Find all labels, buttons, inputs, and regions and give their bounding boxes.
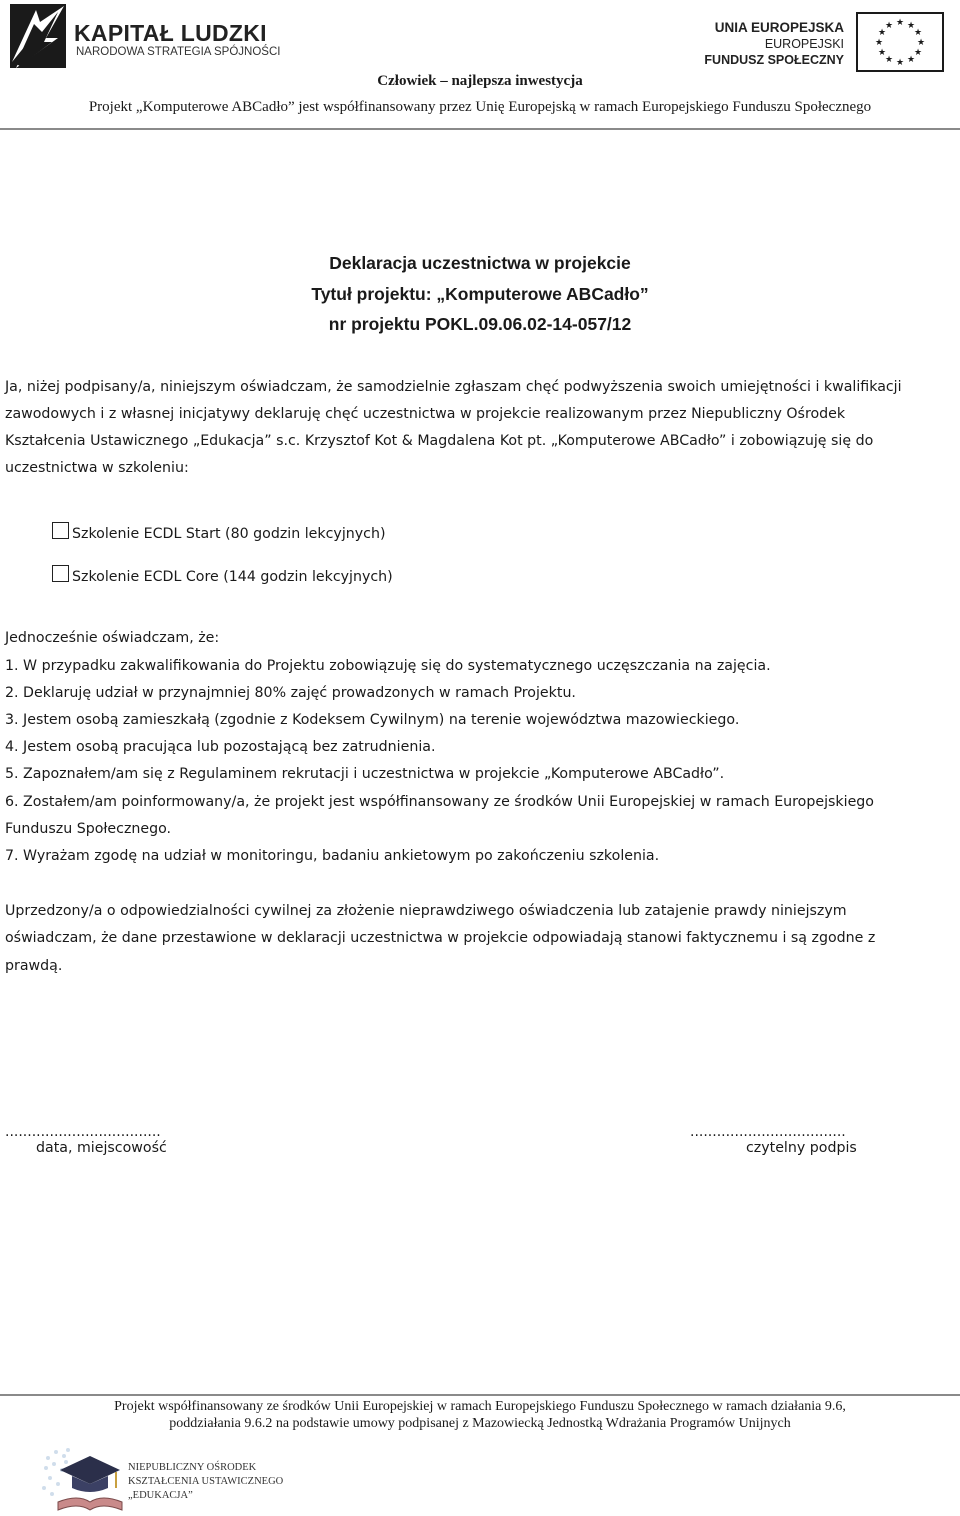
checkbox-icon[interactable] (52, 565, 69, 582)
option-label: Szkolenie ECDL Start (80 godzin lekcyjnych) (72, 526, 386, 542)
svg-text:★: ★ (877, 28, 887, 38)
signature-label: czytelny podpis (746, 1140, 857, 1156)
intro-line-2: zawodowych i z własnej inicjatywy deklaruję chęć uczestnictwa w projekcie realizowanym przez Niepubliczny Ośrodek (5, 406, 846, 422)
school-line-1: NIEPUBLICZNY OŚRODEK (128, 1462, 257, 1473)
option-ecdl-start[interactable] (52, 522, 385, 542)
date-place-label: data, miejscowość (36, 1140, 167, 1156)
graduation-cap-book-icon (38, 1444, 124, 1514)
svg-text:★: ★ (877, 48, 887, 58)
declaration-item: 6. Zostałem/am poinformowany/a, że projekt jest współfinansowany ze środków Unii Europejskiej w ramach Europejskiego (5, 794, 874, 810)
svg-text:★: ★ (916, 38, 926, 48)
footer-divider (0, 1394, 960, 1396)
checkbox-icon[interactable] (52, 522, 69, 539)
eu-flag-icon (856, 12, 944, 72)
declaration-item: 3. Jestem osobą zamieszkałą (zgodnie z Kodeksem Cywilnym) na terenie województwa mazowieckiego. (5, 712, 740, 728)
declaration-item: 1. W przypadku zakwalifikowania do Projektu zobowiązuję się do systematycznego uczęszczania na zajęcia. (5, 658, 771, 674)
declaration-item: 2. Deklaruję udział w przynajmniej 80% zajęć prowadzonych w ramach Projektu. (5, 685, 576, 701)
liability-line-2: oświadczam, że dane przestawione w deklaracji uczestnictwa w projekcie odpowiadają stanowi faktycznemu i są zgodne z (5, 930, 876, 946)
project-title: Tytuł projektu: „Komputerowe ABCadło” (311, 284, 649, 304)
svg-text:★: ★ (913, 48, 923, 58)
intro-line-1: Ja, niżej podpisany/a, niniejszym oświadczam, że samodzielnie zgłaszam chęć podwyższenia swoich umiejętności i kwalifikacji (5, 379, 902, 395)
svg-text:★: ★ (906, 21, 916, 31)
school-line-2: KSZTAŁCENIA USTAWICZNEGO (128, 1476, 284, 1487)
intro-line-4: uczestnictwa w szkoleniu: (5, 460, 189, 476)
eu-line1: UNIA EUROPEJSKA (714, 20, 844, 35)
declaration-item: 7. Wyrażam zgodę na udział w monitoringu, badaniu ankietowym po zakończeniu szkolenia. (5, 848, 660, 864)
footer-line-1: Projekt współfinansowany ze środków Unii Europejskiej w ramach Europejskiego Funduszu Społecznego w ramach działania 9.6, (114, 1399, 846, 1414)
svg-text:★: ★ (874, 38, 884, 48)
liability-line-1: Uprzedzony/a o odpowiedzialności cywilnej za złożenie nieprawdziwego oświadczenia lub zatajenie prawdy niniejszym (5, 903, 847, 919)
declaration-item: Funduszu Społecznego. (5, 821, 172, 837)
declaration-intro: Jednocześnie oświadczam, że: (5, 630, 220, 646)
header-divider (0, 128, 960, 130)
school-line-3: „EDUKACJA” (128, 1490, 193, 1501)
page-title: Deklaracja uczestnictwa w projekcie (329, 253, 631, 273)
intro-line-3: Kształcenia Ustawicznego „Edukacja” s.c. Krzysztof Kot & Magdalena Kot pt. „Komputerowe ABCadło” i zobowiązuję się do (5, 433, 874, 449)
school-name (128, 1461, 283, 1503)
svg-text:★: ★ (884, 21, 894, 31)
svg-text:★: ★ (895, 58, 905, 68)
footer-line-2: poddziałania 9.6.2 na podstawie umowy podpisanej z Mazowiecką Jednostką Wdrażania Programów Unijnych (169, 1416, 791, 1431)
svg-text:★: ★ (913, 28, 923, 38)
logo-title: KAPITAŁ LUDZKI (74, 20, 267, 46)
option-label: Szkolenie ECDL Core (144 godzin lekcyjnych) (72, 569, 393, 585)
slogan: Człowiek – najlepsza inwestycja (377, 73, 583, 89)
project-cofinancing-line: Projekt „Komputerowe ABCadło” jest współfinansowany przez Unię Europejską w ramach Europejskiego Funduszu Społecznego (88, 99, 872, 115)
option-ecdl-core[interactable] (52, 565, 393, 585)
declaration-item: 4. Jestem osobą pracująca lub pozostającą bez zatrudnienia. (5, 739, 436, 755)
signature-field[interactable]: ................................... (690, 1124, 846, 1140)
logo-subtitle: NARODOWA STRATEGIA SPÓJNOŚCI (76, 46, 281, 58)
liability-line-3: prawdą. (5, 958, 63, 974)
eu-line3: FUNDUSZ SPOŁECZNY (704, 53, 844, 67)
svg-text:★: ★ (884, 55, 894, 65)
eu-line2: EUROPEJSKI (764, 37, 844, 51)
svg-text:★: ★ (906, 55, 916, 65)
date-place-field[interactable]: ................................... (5, 1124, 161, 1140)
svg-text:★: ★ (895, 18, 905, 28)
eu-logo-text (704, 20, 844, 68)
project-number: nr projektu POKL.09.06.02-14-057/12 (328, 314, 632, 334)
declaration-item: 5. Zapoznałem/am się z Regulaminem rekrutacji i uczestnictwa w projekcie „Komputerowe ABCadło”. (5, 766, 725, 782)
